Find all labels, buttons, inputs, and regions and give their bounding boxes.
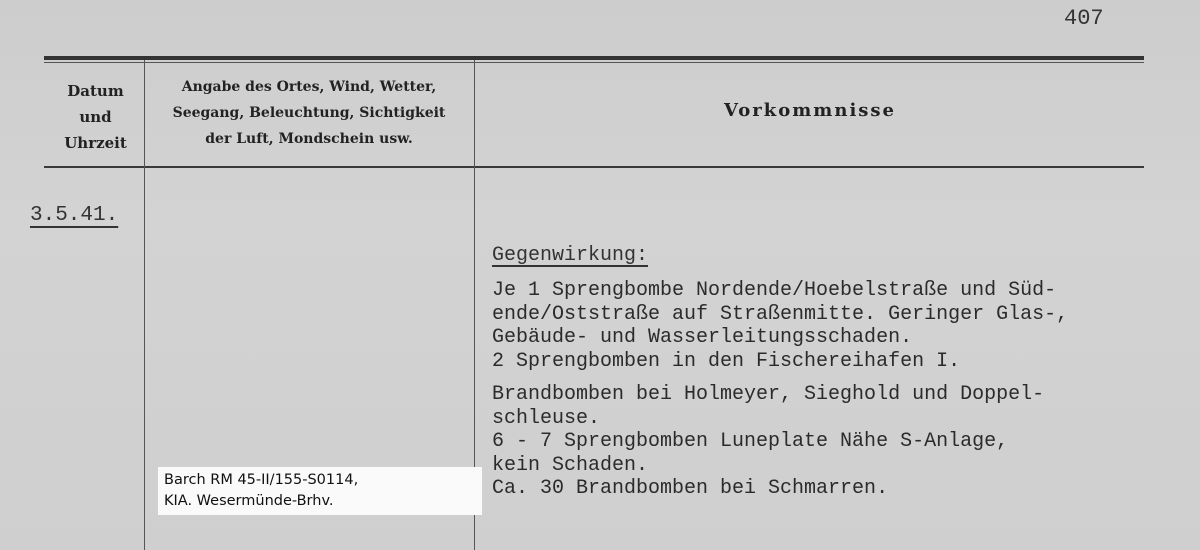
entry-line: Brandbomben bei Holmeyer, Sieghold und Doppel- [492,383,1045,406]
entry-text-block [492,279,1192,501]
table-top-rule-thin [44,62,1144,63]
entry-line: Je 1 Sprengbombe Nordende/Hoebelstraße und Süd- [492,279,1057,302]
entry-line: 6 - 7 Sprengbomben Luneplate Nähe S-Anlage, [492,430,1009,453]
caption-line: Barch RM 45-II/155-S0114, [164,472,359,488]
table-top-rule [44,56,1144,60]
entry-line: schleuse. [492,406,601,430]
table-header-rule [44,166,1144,168]
column-divider-1 [144,60,145,550]
header-vorkommnisse: Vorkommnisse [723,100,897,121]
header-angabe [150,74,468,152]
archive-caption [158,467,482,515]
page-number: 407 [1064,6,1104,31]
header-angabe-line: Seegang, Beleuchtung, Sichtigkeit [172,105,446,121]
entry-line: Gebäude- und Wasserleitungsschaden. [492,326,913,349]
entry-line: Ca. 30 Brandbomben bei Schmarren. [492,477,889,500]
section-heading: Gegenwirkung: [492,244,649,267]
header-datum [48,78,143,156]
header-datum-line: Datum [67,82,124,100]
entry-line: ende/Oststraße auf Straßenmitte. Geringer Glas-, [492,302,1069,326]
entry-line: 2 Sprengbomben in den Fischereihafen I. [492,349,961,373]
header-angabe-line: Angabe des Ortes, Wind, Wetter, [181,79,437,95]
caption-line: KIA. Wesermünde-Brhv. [164,493,334,509]
entry-line: kein Schaden. [492,453,649,477]
header-datum-line: Uhrzeit [64,134,127,152]
entry-date: 3.5.41. [30,204,119,227]
entry-gap [492,373,1192,383]
header-datum-line: und [79,108,112,126]
header-angabe-line: der Luft, Mondschein usw. [205,131,413,147]
